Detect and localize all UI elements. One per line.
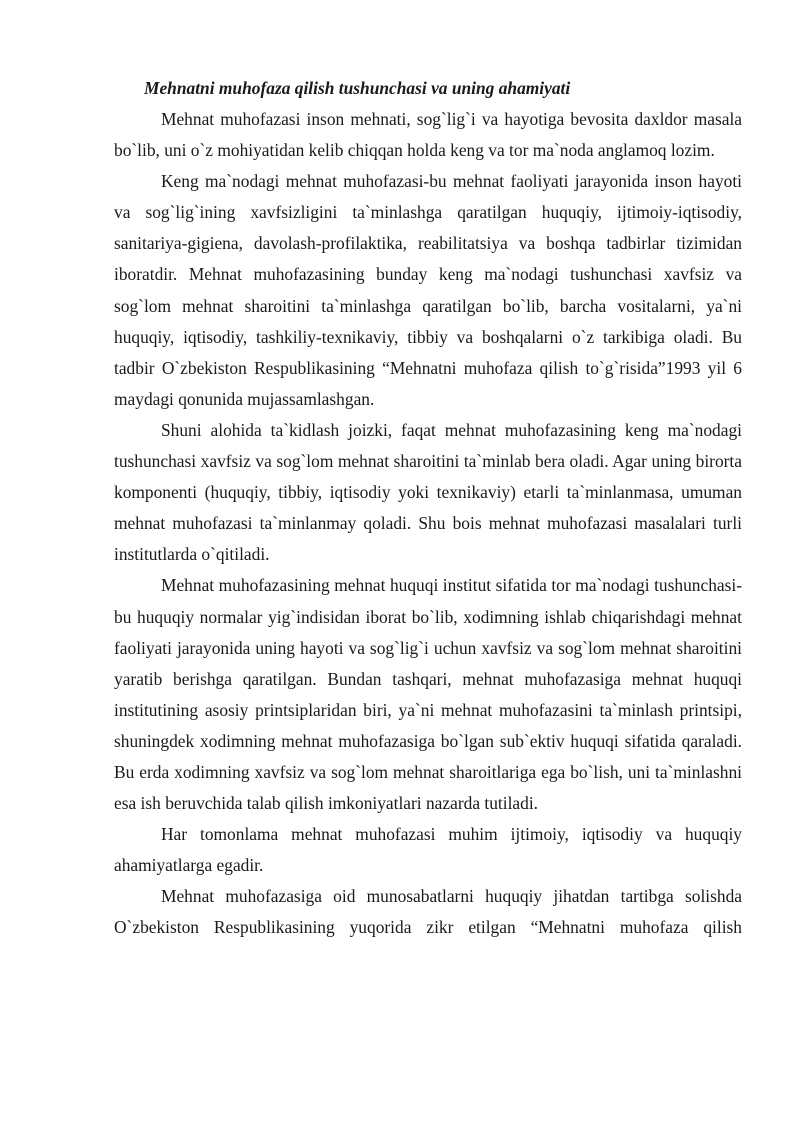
paragraph: Har tomonlama mehnat muhofazasi muhim ijtimoiy, iqtisodiy va huquqiy ahamiyatlarga egadir. <box>114 824 742 876</box>
paragraph: Mehnat muhofazasining mehnat huquqi institut sifatida tor ma`nodagi tushunchasi-bu huquqiy normalar yig`indisidan iborat bo`lib, xodimning ishlab chiqarishdagi mehnat faoliyati jarayonida uning hayoti va sog`lig`i uchun xavfsiz va sog`lom mehnat sharoitini yaratib berishga qaratilgan. Bundan tashqari, mehnat muhofazasiga mehnat huquqi institutining asosiy printsiplaridan biri, ya`ni mehnat muhofazasini ta`minlash printsipi, shuningdek xodimning mehnat muhofazasiga bo`lgan sub`ektiv huquqi sifatida qaraladi. Bu erda xodimning xavfsiz va sog`lom mehnat sharoitlariga ega bo`lish, uni ta`minlashni esa ish beruvchida talab qilish imkoniyatlari nazarda tutiladi. <box>114 575 742 814</box>
paragraph: Mehnat muhofazasiga oid munosabatlarni huquqiy jihatdan tartibga solishda O`zbekiston Respublikasining yuqorida zikr etilgan “Mehnatni muhofaza qilish <box>114 886 742 938</box>
paragraph: Shuni alohida ta`kidlash joizki, faqat mehnat muhofazasining keng ma`nodagi tushunchasi xavfsiz va sog`lom mehnat sharoitini ta`minlab bera oladi. Agar uning birorta komponenti (huquqiy, tibbiy, iqtisodiy yoki texnikaviy) etarli ta`minlanmasa, umuman mehnat muhofazasi ta`minlanmay qoladi. Shu bois mehnat muhofazasi masalalari turli institutlarda o`qitiladi. <box>114 419 742 565</box>
document-title: Mehnatni muhofaza qilish tushunchasi va uning ahamiyati <box>144 78 571 98</box>
document-body <box>114 73 742 944</box>
paragraph: Mehnat muhofazasi inson mehnati, sog`lig`i va hayotiga bevosita daxldor masala bo`lib, uni o`z mohiyatidan kelib chiqqan holda keng va tor ma`noda anglamoq lozim. <box>114 109 742 161</box>
paragraph: Keng ma`nodagi mehnat muhofazasi-bu mehnat faoliyati jarayonida inson hayoti va sog`lig`ining xavfsizligini ta`minlashga qaratilgan huquqiy, ijtimoiy-iqtisodiy, sanitariya-gigiena, davolash-profilaktika, reabilitatsiya va boshqa tadbirlar tizimidan iboratdir. Mehnat muhofazasining bunday keng ma`nodagi tushunchasi xavfsiz va sog`lom mehnat sharoitini ta`minlashga qaratilgan bo`lib, barcha vositalarni, ya`ni huquqiy, iqtisodiy, tashkiliy-texnikaviy, tibbiy va boshqalarni o`z tarkibiga oladi. Bu tadbir O`zbekiston Respublikasining “Mehnatni muhofaza qilish to`g`risida”1993 yil 6 maydagi qonunida mujassamlashgan. <box>114 171 742 409</box>
